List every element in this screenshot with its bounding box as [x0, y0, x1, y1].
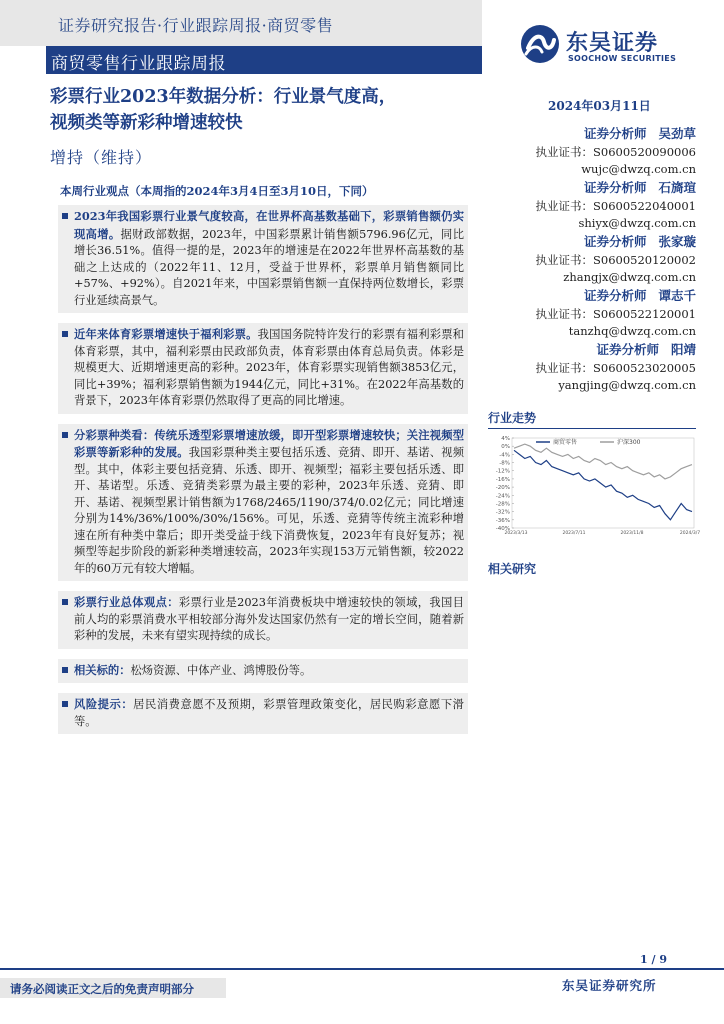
related-research-title: 相关研究: [488, 562, 537, 576]
y-tick-label: -24%: [495, 493, 510, 500]
top-banner: [0, 0, 482, 46]
analyst-name: 石旖瑄: [658, 180, 696, 195]
analyst-name: 阳靖: [670, 342, 696, 357]
cert-label: 执业证书：: [535, 361, 593, 375]
cert-number: S0600520090006: [593, 145, 696, 159]
key-point: [58, 205, 468, 313]
key-point-body: 松炀资源、中体产业、鸿博股份等。: [130, 663, 312, 677]
key-point-highlight: 相关标的：: [74, 662, 131, 677]
y-tick-label: -16%: [495, 476, 510, 483]
analyst-email[interactable]: zhangjx@dwzq.com.cn: [563, 270, 696, 284]
y-tick-label: 0%: [501, 444, 510, 451]
cert-label: 执业证书：: [535, 145, 593, 159]
y-tick-label: -40%: [495, 526, 510, 532]
breadcrumb: 证券研究报告·行业跟踪周报·商贸零售: [58, 16, 334, 35]
analyst-role: 证券分析师: [583, 234, 647, 249]
key-point-highlight: 2023年我国彩票行业景气度较高，在世界杯高基数基础下，彩票销售额仍实现高增。: [74, 209, 464, 241]
x-tick-label: 2023/7/11: [562, 531, 586, 536]
y-tick-label: -32%: [495, 509, 510, 516]
key-point-body: 居民消费意愿不及预期，彩票管理政策变化，居民购彩意愿下滑等。: [74, 698, 464, 728]
analyst: [500, 124, 696, 178]
report-title-line-1: 彩票行业2023年数据分析：行业景气度高，: [50, 87, 397, 107]
analyst-email[interactable]: yangjing@dwzq.com.cn: [558, 378, 696, 392]
analyst-email[interactable]: tanzhq@dwzq.com.cn: [568, 324, 696, 338]
soochow-logo-icon: [520, 24, 560, 64]
key-points: [58, 205, 468, 744]
y-tick-label: -8%: [499, 460, 510, 467]
analyst-email[interactable]: shiyx@dwzq.com.cn: [578, 216, 696, 230]
analyst-email[interactable]: wujc@dwzq.com.cn: [581, 162, 696, 176]
analyst: [500, 340, 696, 394]
key-point-highlight: 风险提示：: [74, 697, 134, 711]
key-point-body: 据财政部数据，2023年，中国彩票累计销售额5796.96亿元，同比增长36.51%。值得一提的是，2023年的增速是在2022年世界杯高基数的基础之上达成的（2022年11、12月，受益于世界杯，彩票单月销售额同比+57%、+92%）。自2021年来，中国彩票销售额一直保持两位数增长，彩票行业延续高景气。: [74, 227, 464, 307]
y-tick-label: -28%: [495, 501, 510, 508]
key-point: [58, 693, 468, 734]
company-logo: [520, 24, 700, 68]
industry-trend-chart: [488, 432, 701, 536]
legend-label: 商贸零售: [553, 439, 578, 446]
series-line: [514, 450, 692, 520]
key-point-body: 我国彩票种类主要包括乐透、竞猜、即开、基诺、视频型。其中，体彩主要包括竞猜、乐透、即开、视频型；福彩主要包括乐透、即开、基诺型。乐透、竞猜类彩票为最主要的彩种，2023年乐透、竞猜、即开、基诺、视频型累计销售额为1768/2465/1190/374/0.02亿元；同比增速分别为14%/36%/100%/30%/156%。可见，乐透、竞猜等传统主流彩种增速在所有种类中靠后；即开类受益于线下消费恢复，2023年有良好复苏；视频型等起步阶段的新彩种类增速较高，2023年实现153万元销售额，较2022年的60万元有较大增幅。: [74, 446, 464, 575]
cert-number: S0600520120002: [593, 253, 696, 267]
logo-text-en: SOOCHOW SECURITIES: [568, 54, 677, 63]
series-line: [514, 444, 692, 479]
analyst-role: 证券分析师: [583, 288, 647, 303]
report-title: [50, 84, 480, 136]
analyst-name: 谭志千: [658, 288, 696, 303]
analyst: [500, 232, 696, 286]
y-tick-label: -20%: [495, 485, 510, 492]
cert-label: 执业证书：: [535, 199, 593, 213]
y-tick-label: 4%: [501, 436, 510, 442]
cert-label: 执业证书：: [535, 307, 593, 321]
key-point-highlight: 彩票行业总体观点：: [74, 595, 179, 609]
analyst-role: 证券分析师: [583, 180, 647, 195]
logo-text-cn: 东吴证券: [566, 31, 659, 56]
y-tick-label: -4%: [499, 452, 510, 459]
analyst: [500, 286, 696, 340]
cert-number: S0600522040001: [593, 199, 696, 213]
cert-number: S0600522120001: [593, 307, 696, 321]
y-tick-label: -36%: [495, 517, 510, 524]
report-type: 商贸零售行业跟踪周报: [51, 54, 226, 74]
report-type-bar: [46, 46, 482, 74]
x-tick-label: 2023/3/13: [504, 531, 528, 536]
key-point: [58, 659, 468, 684]
analyst: [500, 178, 696, 232]
page-number: 1 / 9: [640, 953, 667, 966]
trend-title: 行业走势: [488, 411, 537, 425]
cert-label: 执业证书：: [535, 253, 593, 267]
cert-number: S0600523020005: [593, 361, 696, 375]
y-tick-label: -12%: [495, 468, 510, 475]
key-point-highlight: 近年来体育彩票增速快于福利彩票。: [74, 327, 258, 341]
institute-name: 东吴证券研究所: [562, 978, 657, 993]
analyst-list: [500, 124, 696, 394]
key-point: [58, 591, 468, 649]
weekly-view-heading: 本周行业观点（本周指的2024年3月4日至3月10日，下同）: [60, 184, 374, 198]
key-point: [58, 424, 468, 582]
analyst-name: 张家璇: [658, 234, 696, 249]
key-point: [58, 323, 468, 414]
x-tick-label: 2023/11/8: [620, 531, 644, 536]
analyst-name: 吴劲草: [658, 126, 696, 141]
key-point-body: 彩票行业是2023年消费板块中增速较快的领域，我国目前人均的彩票消费水平相较部分海外发达国家仍然有一定的增长空间，随着新彩种的发展，未来有望实现持续的成长。: [74, 596, 464, 642]
x-tick-label: 2024/3/7: [679, 531, 701, 536]
report-title-line-2: 视频类等新彩种增速较快: [50, 113, 243, 133]
legend-label: 沪深300: [617, 439, 641, 446]
key-point-highlight: 分彩票种类看：传统乐透型彩票增速放缓，即开型彩票增速较快；关注视频型彩票等新彩种的发展。: [74, 427, 464, 459]
footer-divider: [0, 968, 724, 970]
disclaimer-text[interactable]: 请务必阅读正文之后的免责声明部分: [10, 982, 194, 996]
key-point-body: 我国国务院特许发行的彩票有福利彩票和体育彩票，其中，福利彩票由民政部负责，体育彩票由体育总局负责。体彩是规模更大、近期增速更高的彩种。2023年，体育彩票实现销售额3853亿元，同比+39%；福利彩票销售额为1944亿元，同比+31%。在2022年高基数的背景下，2023年体育彩票仍然取得了更高的同比增速。: [74, 328, 464, 407]
report-date: 2024年03月11日: [548, 99, 651, 113]
rating: 增持（维持）: [50, 148, 153, 167]
trend-divider: [488, 428, 696, 429]
disclaimer-box: [0, 978, 226, 998]
analyst-role: 证券分析师: [596, 342, 659, 357]
analyst-role: 证券分析师: [583, 126, 647, 141]
